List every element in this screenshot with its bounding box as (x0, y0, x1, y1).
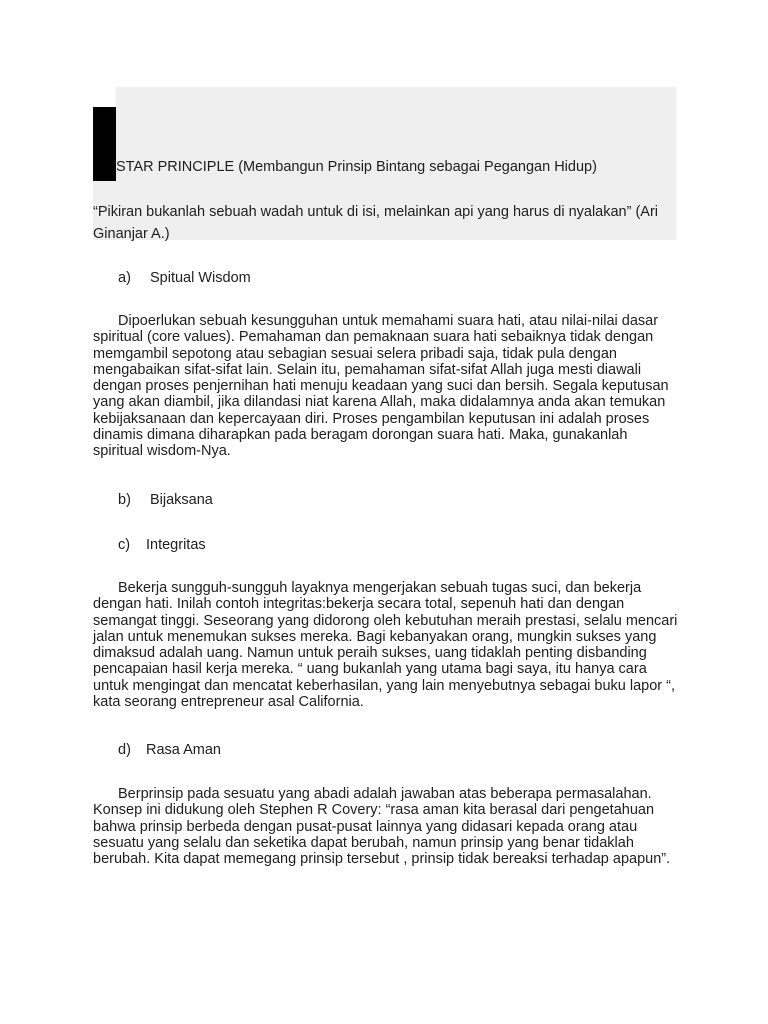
section-heading-rasa-aman (118, 740, 221, 760)
section-body-rasa-aman: Berprinsip pada sesuatu yang abadi adalah jawaban atas beberapa permasalahan. Konsep ini didukung oleh Stephen R Covery: “rasa aman kita berasal dari pengetahuan bahwa prinsip berbeda dengan pusat-pusat lainnya yang didasari kepada orang atau sesuatu yang selalu dan seketika dapat berubah, namun prinsip yang benar tidaklah berubah. Kita dapat memegang prinsip tersebut , prinsip tidak bereaksi terhadap apapun”. (93, 786, 671, 868)
page-corner-notch (93, 87, 116, 107)
section-body-spiritual-wisdom: Dipoerlukan sebuah kesungguhan untuk memahami suara hati, atau nilai-nilai dasar spiritual (core values). Pemahaman dan pemaknaan suara hati sebaiknya tidak dengan memgambil sepotong atau sebagian sesuai selera pribadi saja, tidak pula dengan mengabaikan sifat-sifat lain. Selain itu, pemahaman sifat-sifat Allah juga mesti diawali dengan proses penjernihan hati menuju keadaan yang suci dan bersih. Segala keputusan yang akan diambil, jika dilandasi niat karena Allah, maka didalamnya anda akan temukan kebijaksanaan dan kepercayaan diri. Proses pengambilan keputusan ini adalah proses dinamis dimana diharapkan pada beragam dorongan suara hati. Maka, gunakanlah spiritual wisdom-Nya. (93, 313, 669, 460)
section-heading-spiritual-wisdom (118, 268, 251, 288)
section-heading-text: Rasa Aman (146, 742, 221, 758)
section-heading-text: Bijaksana (150, 492, 213, 508)
section-body-integritas: Bekerja sungguh-sungguh layaknya mengerjakan sebuah tugas suci, dan bekerja dengan hati. Inilah contoh integritas:bekerja secara total, sepenuh hati dan dengan semangat tinggi. Seseorang yang didorong oleh kebutuhan meraih prestasi, selalu mencari jalan untuk menemukan sukses mereka. Bagi kebanyakan orang, mungkin sukses yang dimaksud adalah uang. Namun untuk peraih sukses, uang tidaklah penting disbanding pencapaian hasil kerja mereka. “ uang bukanlah yang utama bagi saya, itu hanya cara untuk mengingat dan mencatat keberhasilan, yang lain menyebutnya sebagai buku lapor “, kata seorang entrepreneur asal California. (93, 580, 678, 711)
list-marker: b) (118, 492, 131, 508)
section-heading-integritas (118, 535, 206, 555)
list-marker: c) (118, 537, 131, 553)
list-marker: a) (118, 270, 131, 286)
list-marker: d) (118, 742, 131, 758)
section-heading-bijaksana (118, 490, 213, 510)
redaction-bar (93, 107, 116, 181)
section-heading-text: Spitual Wisdom (150, 270, 251, 286)
document-title: STAR PRINCIPLE (Membangun Prinsip Bintang sebagai Pegangan Hidup) (116, 159, 597, 175)
section-heading-text: Integritas (146, 537, 206, 553)
opening-quote: “Pikiran bukanlah sebuah wadah untuk di isi, melainkan api yang harus di nyalakan” (Ari Ginanjar A.) (93, 204, 659, 242)
